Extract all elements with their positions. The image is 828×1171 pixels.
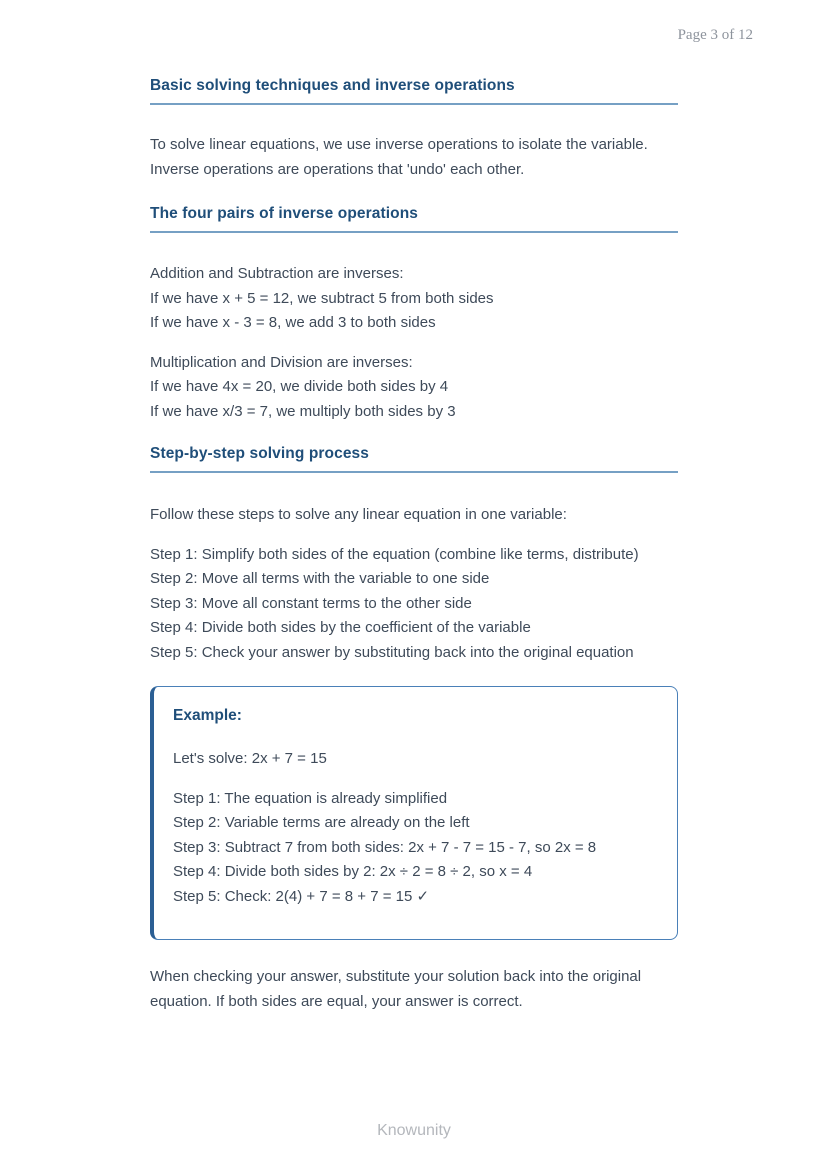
footer-brand: Knowunity xyxy=(377,1122,451,1139)
text-line: If we have 4x = 20, we divide both sides by 4 xyxy=(150,378,449,395)
example-step-line: Step 3: Subtract 7 from both sides: 2x + 7 - 7 = 15 - 7, so 2x = 8 xyxy=(173,838,597,856)
paragraph-follow-steps: Follow these steps to solve any linear equation in one variable: xyxy=(150,506,567,523)
multiplication-division-block xyxy=(150,351,678,425)
page-number: Page 3 of 12 xyxy=(677,27,753,43)
section-heading-step-by-step: Step-by-step solving process xyxy=(150,446,678,473)
step-line: Step 2: Move all terms with the variable to one side xyxy=(150,570,490,587)
content-area xyxy=(150,0,678,1014)
closing-paragraph: When checking your answer, substitute your solution back into the original equation. If both sides are equal, your answer is correct. xyxy=(150,968,642,1010)
addition-subtraction-block xyxy=(150,262,678,336)
step-line: Step 1: Simplify both sides of the equation (combine like terms, distribute) xyxy=(150,545,639,563)
text-line: Multiplication and Division are inverses: xyxy=(150,353,413,371)
step-line: Step 4: Divide both sides by the coefficient of the variable xyxy=(150,619,531,636)
example-step-line: Step 2: Variable terms are already on the left xyxy=(173,814,470,831)
section-heading-four-pairs: The four pairs of inverse operations xyxy=(150,206,678,233)
text-line: If we have x/3 = 7, we multiply both sides by 3 xyxy=(150,402,456,420)
example-step-line: Step 5: Check: 2(4) + 7 = 8 + 7 = 15 ✓ xyxy=(173,887,430,905)
example-box xyxy=(150,686,678,940)
section-heading-basic-solving: Basic solving techniques and inverse operations xyxy=(150,78,678,105)
step-line: Step 3: Move all constant terms to the other side xyxy=(150,594,472,612)
step-line: Step 5: Check your answer by substituting back into the original equation xyxy=(150,643,634,661)
example-title: Example: xyxy=(173,707,242,724)
example-steps-list xyxy=(173,787,657,910)
text-line: Addition and Subtraction are inverses: xyxy=(150,265,404,282)
paragraph-inverse-operations: To solve linear equations, we use inverse operations to isolate the variable. Inverse operations are operations that 'undo' each other. xyxy=(150,136,648,178)
solving-steps-list xyxy=(150,543,678,666)
example-step-line: Step 1: The equation is already simplified xyxy=(173,789,448,807)
example-problem: Let's solve: 2x + 7 = 15 xyxy=(173,750,327,767)
example-step-line: Step 4: Divide both sides by 2: 2x ÷ 2 = 8 ÷ 2, so x = 4 xyxy=(173,863,533,880)
text-line: If we have x - 3 = 8, we add 3 to both sides xyxy=(150,314,436,331)
text-line: If we have x + 5 = 12, we subtract 5 from both sides xyxy=(150,289,494,307)
